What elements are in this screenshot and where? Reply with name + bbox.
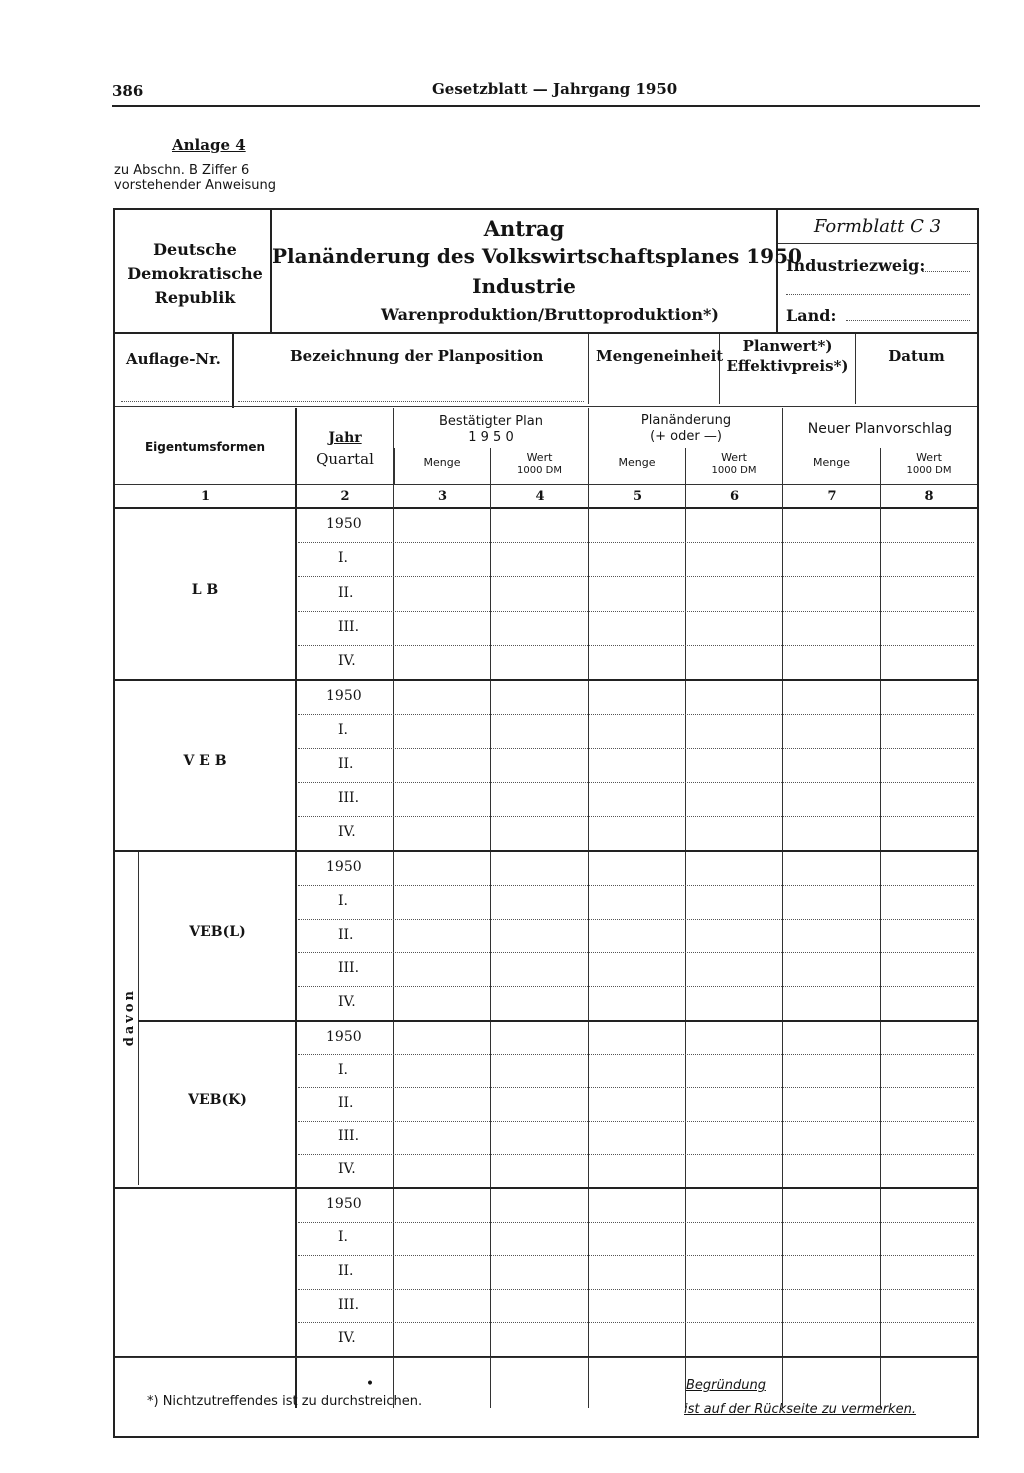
table-line (298, 645, 974, 646)
eigentumsformen-header: Eigentumsformen (144, 440, 266, 454)
table-line (298, 1322, 974, 1323)
column-number: 6 (729, 489, 740, 504)
neuer-vorschlag-header: Neuer Planvorschlag (807, 421, 953, 437)
table-line (393, 408, 394, 1408)
bullet-icon: • (365, 1376, 375, 1392)
table-line (298, 1121, 974, 1122)
wert-label: Wert (526, 451, 553, 464)
wert-unit: 1000 DM (906, 465, 952, 476)
annex-note (114, 163, 276, 193)
annex-title: Anlage 4 (172, 136, 246, 154)
period-label: I. (338, 550, 348, 566)
divider (588, 334, 589, 404)
divider (115, 507, 977, 509)
period-label: II. (338, 1263, 354, 1279)
table-line (880, 448, 881, 1408)
group-label: VEB(L) (189, 924, 246, 940)
period-label: II. (338, 1095, 354, 1111)
mengeneinheit-label: Mengeneinheit (596, 347, 724, 365)
table-line (298, 1222, 974, 1223)
period-label: I. (338, 1062, 348, 1078)
auflage-label: Auflage-Nr. (126, 350, 221, 368)
wert-label: Wert (721, 451, 747, 464)
table-line (298, 1087, 974, 1088)
divider (115, 332, 977, 334)
table-line (295, 408, 297, 1408)
davon-label: davon (122, 988, 137, 1047)
column-number: 4 (535, 489, 545, 504)
table-line (298, 1054, 974, 1055)
quartal-header: Quartal (316, 450, 374, 468)
column-number: 1 (200, 489, 211, 504)
period-label: I. (338, 1229, 348, 1245)
country-line2: Demokratische (127, 264, 263, 283)
table-line (298, 1154, 974, 1155)
industry-field-line2[interactable] (786, 294, 970, 295)
table-line (588, 408, 589, 1408)
wert-label: Wert (916, 451, 942, 464)
period-label: IV. (338, 994, 356, 1010)
table-line (115, 679, 977, 681)
table-line (298, 952, 974, 953)
table-line (298, 748, 974, 749)
form-title-industrie: Industrie (472, 274, 576, 298)
land-label: Land: (786, 306, 837, 325)
table-line (138, 1020, 977, 1022)
table-line (298, 576, 974, 577)
divider (232, 334, 234, 408)
country-name (120, 238, 270, 310)
bestaetigter-plan-header: Bestätigter Plan (439, 414, 543, 429)
running-title: Gesetzblatt — Jahrgang 1950 (432, 80, 678, 98)
period-label: IV. (338, 1330, 356, 1346)
rueckseite-note: ist auf der Rückseite zu vermerken. (684, 1402, 916, 1417)
table-line (298, 1255, 974, 1256)
divider (855, 334, 856, 404)
period-label: 1950 (326, 1029, 362, 1045)
table-line (490, 448, 491, 1408)
footnote: *) Nichtzutreffendes ist zu durchstreichen. (147, 1394, 423, 1409)
period-label: I. (338, 722, 348, 738)
period-label: 1950 (326, 859, 362, 875)
column-number: 3 (437, 489, 448, 504)
period-label: IV. (338, 1161, 356, 1177)
menge-label: Menge (813, 456, 850, 469)
period-label: III. (338, 1297, 360, 1313)
table-line (298, 885, 974, 886)
table-line (298, 816, 974, 817)
table-line (685, 448, 686, 1408)
planwert-label: Planwert*) (742, 337, 833, 355)
divider (115, 406, 977, 407)
period-label: III. (338, 960, 360, 976)
column-number: 5 (632, 489, 643, 504)
planaenderung-header: Planänderung (640, 413, 732, 428)
form-frame (113, 208, 979, 1438)
divider (778, 243, 977, 244)
table-line (298, 986, 974, 987)
group-label: L B (191, 582, 219, 598)
table-line (298, 611, 974, 612)
period-label: 1950 (326, 688, 362, 704)
period-label: IV. (338, 653, 356, 669)
period-label: 1950 (326, 1196, 362, 1212)
table-line (298, 542, 974, 543)
form-subtitle: Warenproduktion/Bruttoproduktion*) (381, 305, 719, 324)
column-number: 7 (827, 489, 837, 504)
menge-label: Menge (423, 456, 461, 469)
table-line (115, 1187, 977, 1189)
period-label: 1950 (326, 516, 362, 532)
divider (115, 484, 977, 485)
country-line3: Republik (154, 288, 236, 307)
industry-field-line[interactable] (922, 271, 970, 272)
period-label: III. (338, 1128, 360, 1144)
wert-unit: 1000 DM (711, 465, 757, 476)
period-label: II. (338, 927, 354, 943)
begruendung-note: Begründung (686, 1378, 766, 1393)
column-number: 8 (924, 489, 934, 504)
annex-note-line1: zu Abschn. B Ziffer 6 (114, 163, 250, 178)
datum-label: Datum (888, 347, 945, 365)
column-number: 2 (340, 489, 350, 504)
jahr-header: Jahr (328, 430, 362, 446)
table-line (298, 919, 974, 920)
industry-label: Industriezweig: (786, 256, 926, 275)
annex-note-line2: vorstehender Anweisung (114, 178, 276, 193)
table-line (298, 782, 974, 783)
period-label: II. (338, 585, 354, 601)
table-line (298, 714, 974, 715)
period-label: I. (338, 893, 348, 909)
period-label: IV. (338, 824, 356, 840)
group-label: VEB(K) (188, 1092, 247, 1108)
period-label: III. (338, 619, 360, 635)
table-line (298, 1289, 974, 1290)
form-title-main: Planänderung des Volkswirtschaftsplanes 1950 (272, 244, 802, 268)
auflage-field-line[interactable] (121, 401, 229, 402)
table-line (138, 851, 139, 1185)
bezeichnung-label: Bezeichnung der Planposition (290, 347, 544, 365)
wert-unit: 1000 DM (517, 465, 562, 476)
group-label: V E B (183, 753, 227, 769)
header-rule (112, 105, 980, 107)
form-title-antrag: Antrag (483, 216, 565, 241)
bezeichnung-field-line[interactable] (238, 401, 584, 402)
form-id: Formblatt C 3 (813, 216, 942, 237)
table-line (115, 850, 977, 852)
table-line (115, 1357, 977, 1358)
planaenderung-sign: (+ oder —) (650, 429, 722, 444)
menge-label: Menge (618, 456, 656, 469)
bestaetigter-year: 1 9 5 0 (468, 430, 514, 445)
page-number: 386 (112, 82, 144, 100)
table-line (782, 408, 783, 1408)
effektivpreis-label: Effektivpreis*) (726, 357, 849, 375)
country-line1: Deutsche (153, 240, 237, 259)
period-label: II. (338, 756, 354, 772)
land-field-line[interactable] (846, 320, 970, 321)
period-label: III. (338, 790, 360, 806)
